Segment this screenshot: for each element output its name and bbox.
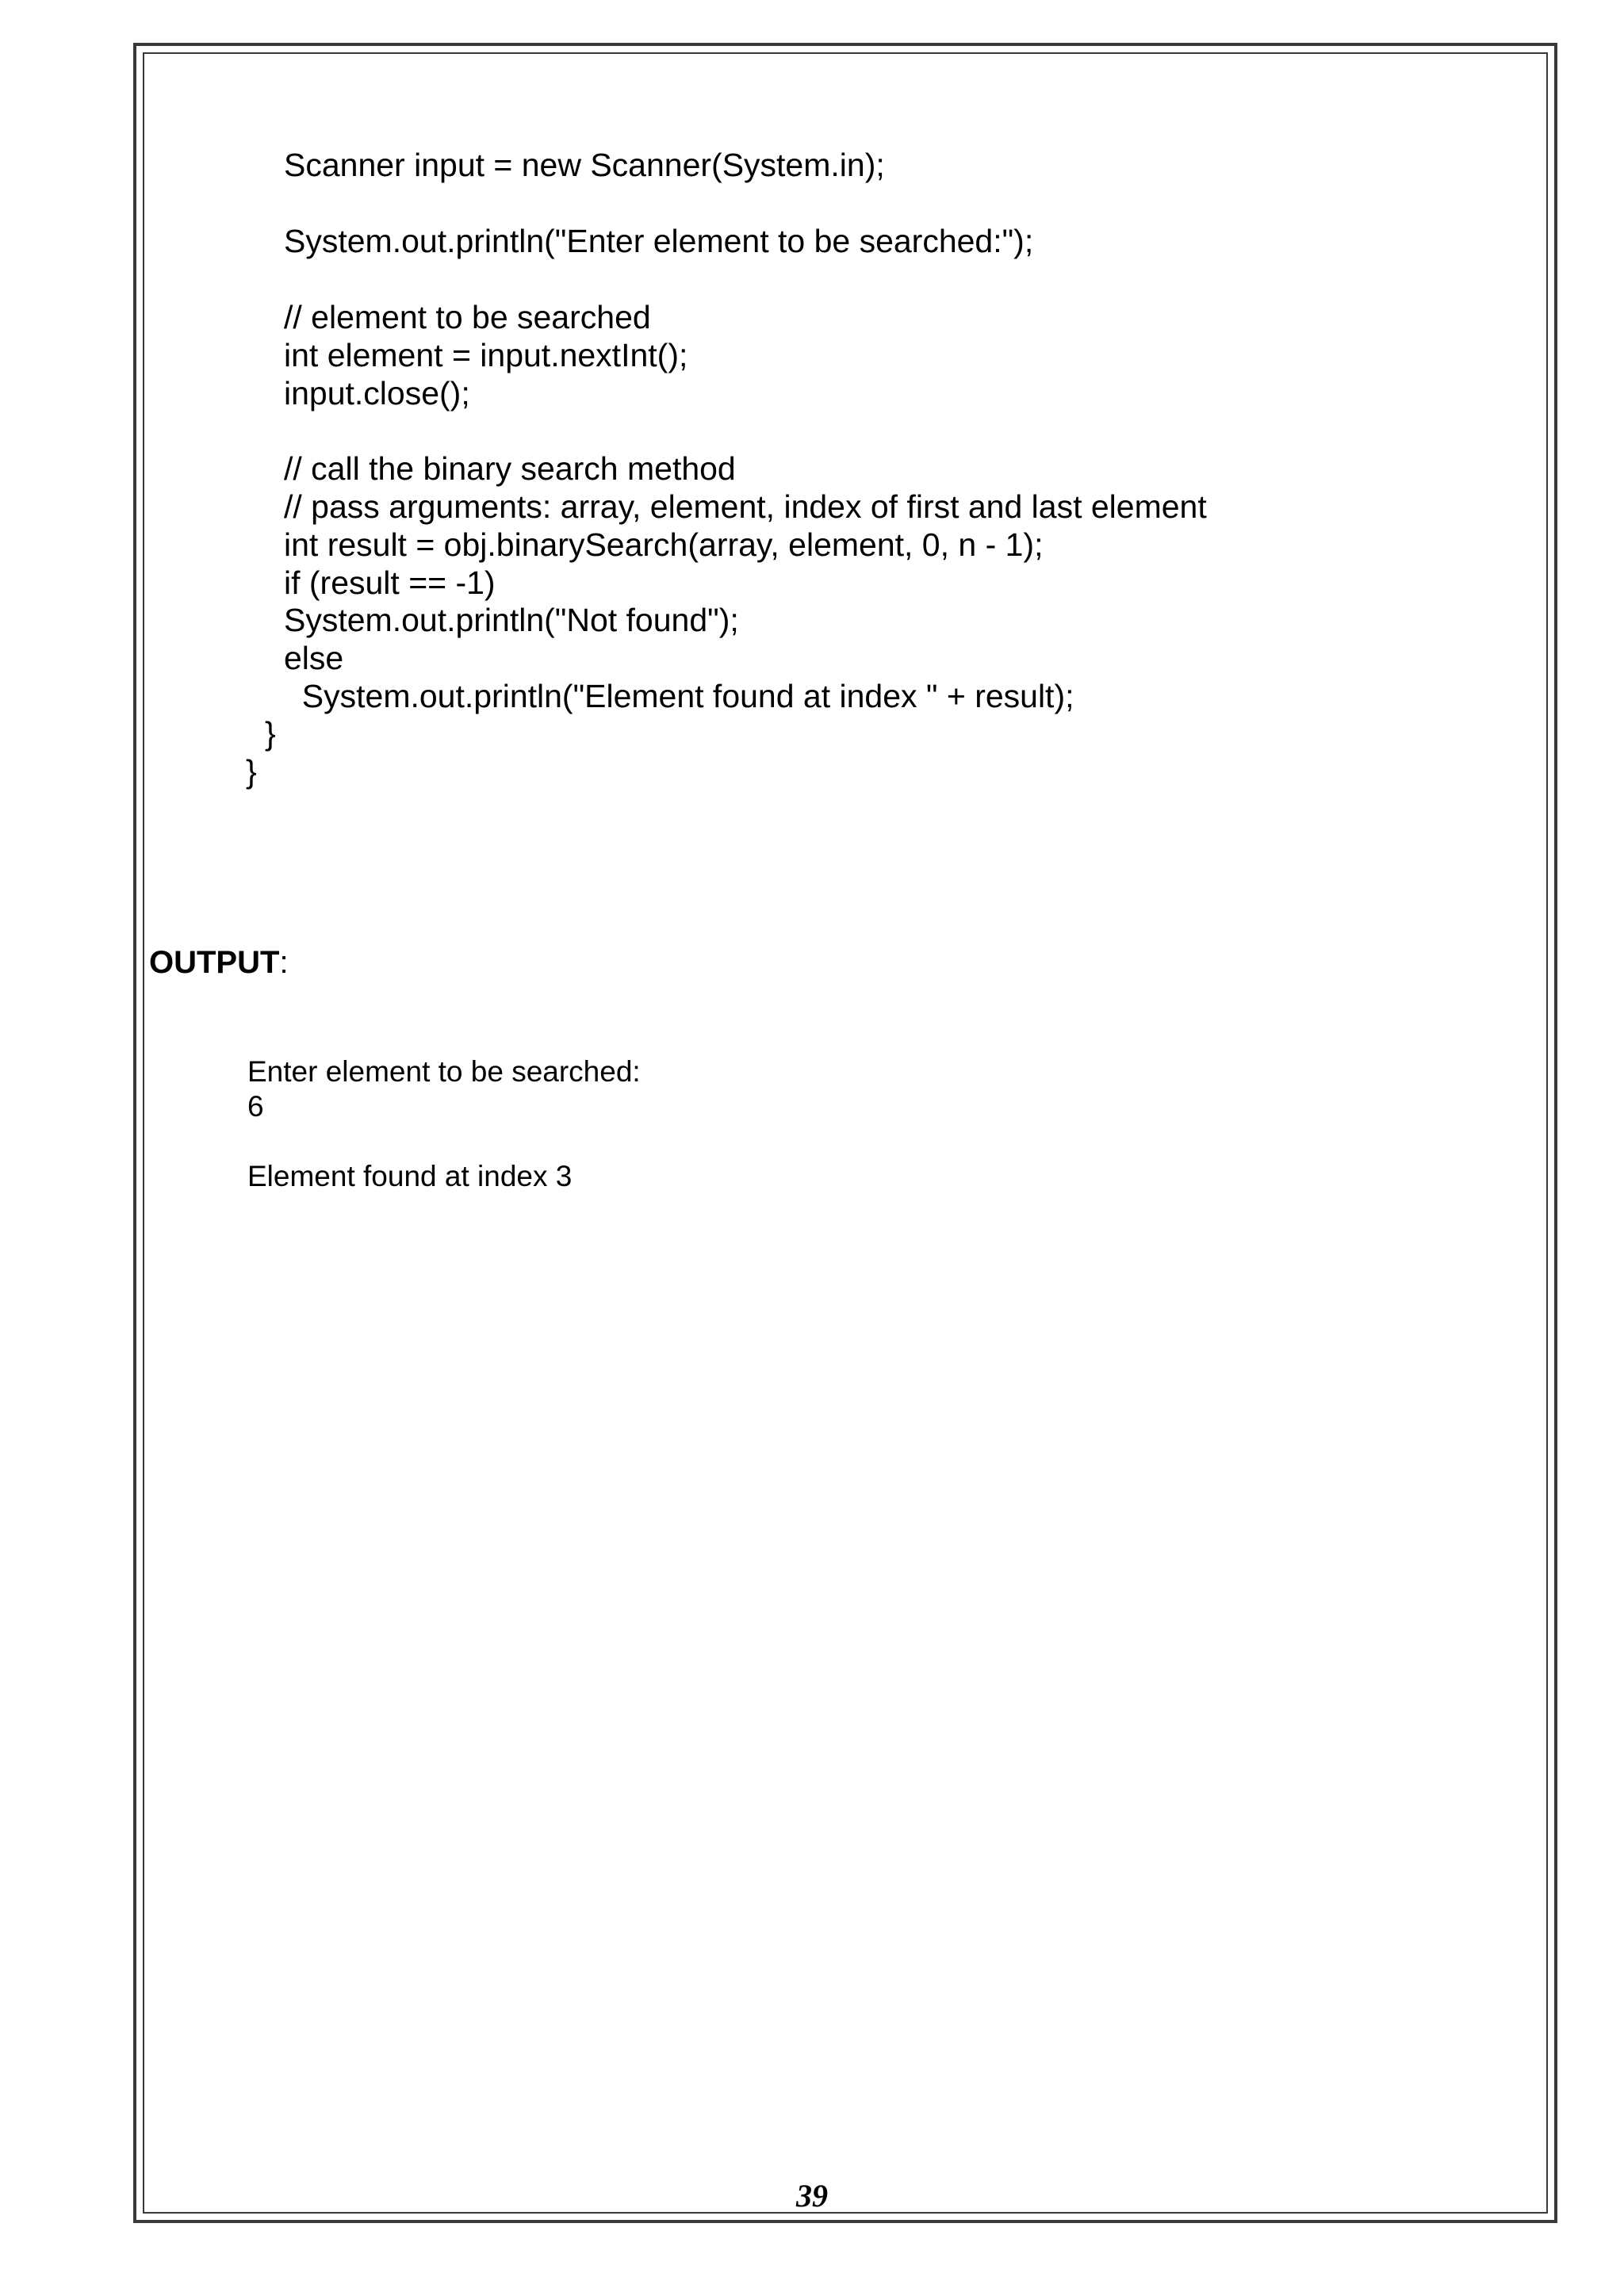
code-line: } (246, 753, 257, 790)
page-number: 39 (796, 2178, 828, 2214)
code-line: input.close(); (284, 375, 470, 411)
code-line: int element = input.nextInt(); (284, 337, 688, 373)
code-line: Scanner input = new Scanner(System.in); (284, 147, 885, 183)
code-line: else (284, 640, 344, 676)
code-line: } (265, 715, 276, 752)
output-heading-label: OUTPUT (149, 945, 280, 980)
code-line: System.out.println("Element found at index " + result); (284, 678, 1074, 714)
output-line: 6 (247, 1090, 264, 1123)
output-heading (149, 943, 289, 982)
output-line: Enter element to be searched: (247, 1055, 641, 1088)
code-line: if (result == -1) (284, 564, 496, 601)
code-line: System.out.println("Enter element to be searched:"); (284, 223, 1034, 259)
code-line: System.out.println("Not found"); (284, 602, 739, 638)
code-line: // element to be searched (284, 299, 651, 335)
code-line: // pass arguments: array, element, index of first and last element (284, 488, 1207, 525)
code-line: // call the binary search method (284, 450, 736, 487)
code-line: int result = obj.binarySearch(array, element, 0, n - 1); (284, 526, 1044, 563)
output-heading-colon: : (279, 945, 289, 980)
output-line: Element found at index 3 (247, 1160, 573, 1192)
